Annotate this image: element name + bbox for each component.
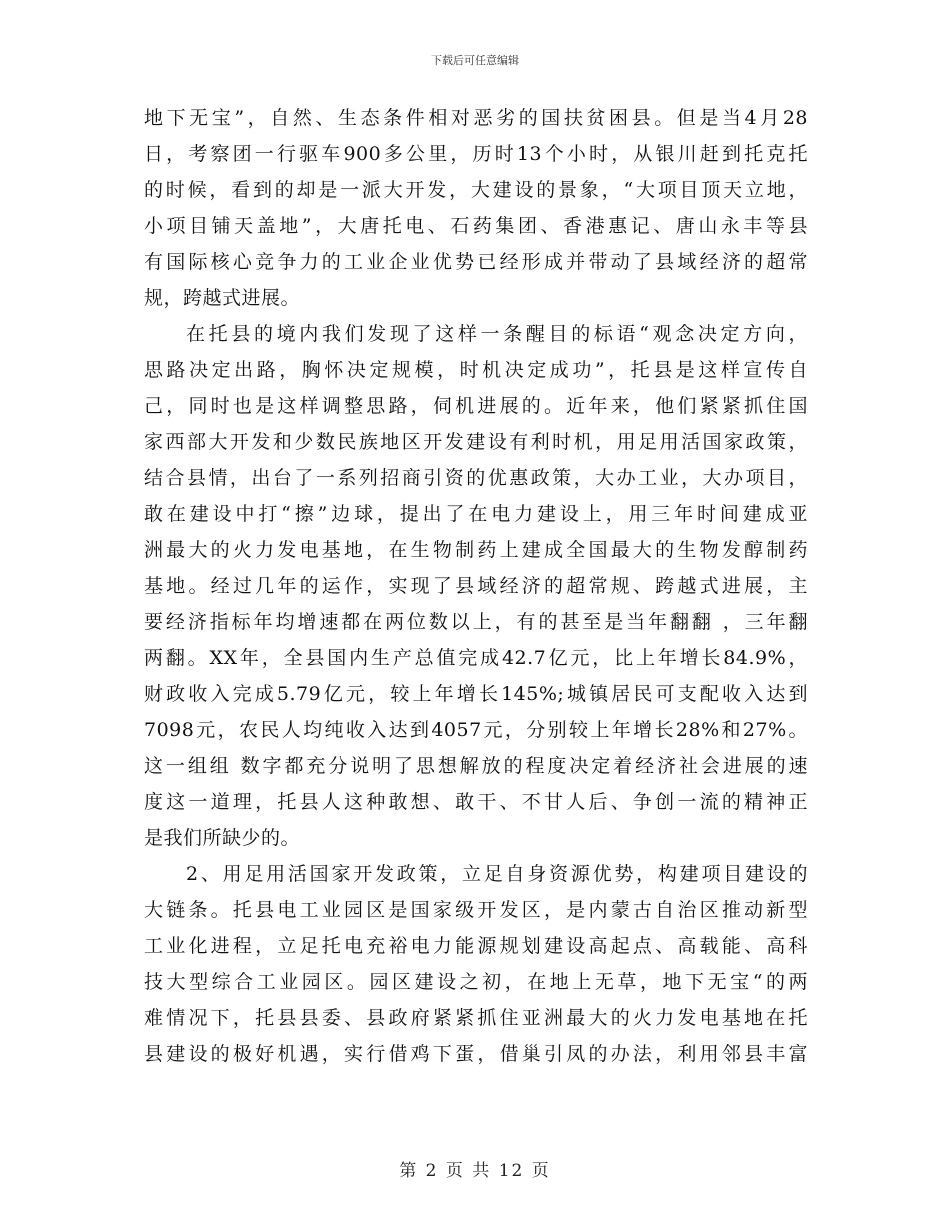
text-line: 在托县的境内我们发现了这样一条醒目的标语“观念决定方向， — [186, 323, 808, 345]
paragraph — [144, 316, 808, 856]
text-line: 财政收入完成5.79亿元，较上年增长145%;城镇居民可支配收入达到 — [144, 683, 808, 705]
text-line: 结合县情，出台了一系列招商引资的优惠政策，大办工业，大办项目， — [144, 467, 808, 489]
text-line: 2、用足用活国家开发政策，立足自身资源优势，构建项目建设的 — [186, 863, 808, 885]
text-line: 基地。经过几年的运作，实现了县域经济的超常规、跨越式进展，主 — [144, 575, 808, 597]
text-line: 两翻。XX年，全县国内生产总值完成42.7亿元，比上年增长84.9%， — [144, 647, 808, 669]
text-line: 日，考察团一行驱车900多公里，历时13个小时，从银川赶到托克托 — [144, 143, 808, 165]
text-line: 这一组组 数字都充分说明了思想解放的程度决定着经济社会进展的速 — [144, 755, 808, 777]
text-line: 有国际核心竞争力的工业企业优势已经形成并带动了县域经济的超常 — [144, 251, 808, 273]
text-line: 7098元，农民人均纯收入达到4057元，分别较上年增长28%和27%。 — [144, 719, 808, 741]
text-line: 度这一道理，托县人这种敢想、敢干、不甘人后、争创一流的精神正 — [144, 791, 808, 813]
text-line: 工业化进程，立足托电充裕电力能源规划建设高起点、高载能、高科 — [144, 935, 808, 957]
document-body — [144, 100, 808, 1072]
text-line: 要经济指标年均增速都在两位数以上，有的甚至是当年翻翻 ，三年翻 — [144, 611, 808, 633]
text-line: 地下无宝”，自然、生态条件相对恶劣的国扶贫困县。但是当4月28 — [144, 107, 808, 129]
text-line: 洲最大的火力发电基地，在生物制药上建成全国最大的生物发醇制药 — [144, 539, 808, 561]
text-line: 规，跨越式进展。 — [144, 287, 301, 309]
paragraph — [144, 100, 808, 316]
text-line: 技大型综合工业园区。园区建设之初，在地上无草，地下无宝“的两 — [144, 971, 808, 993]
text-line: 己，同时也是这样调整思路，伺机进展的。近年来，他们紧紧抓住国 — [144, 395, 808, 417]
text-line: 的时候，看到的却是一派大开发，大建设的景象，“大项目顶天立地， — [144, 179, 808, 201]
page-header: 下载后可任意编辑 — [431, 54, 519, 67]
text-line: 大链条。托县电工业园区是国家级开发区，是内蒙古自治区推动新型 — [144, 899, 808, 921]
text-line: 县建设的极好机遇，实行借鸡下蛋，借巢引凤的办法，利用邻县丰富 — [144, 1043, 808, 1065]
text-line: 家西部大开发和少数民族地区开发建设有利时机，用足用活国家政策， — [144, 431, 808, 453]
text-line: 思路决定出路，胸怀决定规模，时机决定成功”，托县是这样宣传自 — [144, 359, 808, 381]
text-line: 难情况下，托县县委、县政府紧紧抓住亚洲最大的火力发电基地在托 — [144, 1007, 808, 1029]
page-number-footer: 第 2 页 共 12 页 — [399, 1161, 551, 1181]
text-line: 敢在建设中打“擦”边球，提出了在电力建设上，用三年时间建成亚 — [144, 503, 808, 525]
text-line: 是我们所缺少的。 — [144, 827, 301, 849]
paragraph — [144, 856, 808, 1072]
text-line: 小项目铺天盖地”，大唐托电、石药集团、香港惠记、唐山永丰等县 — [144, 215, 808, 237]
